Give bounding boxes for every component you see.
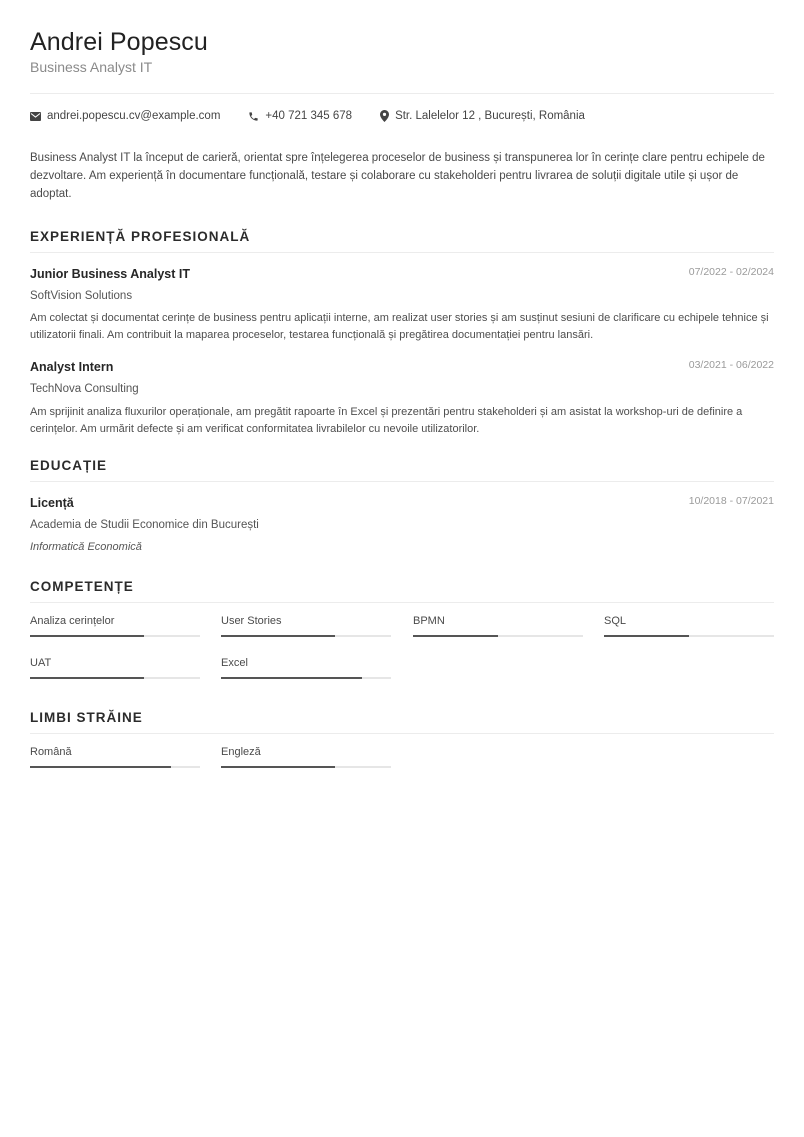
skill-label: UAT xyxy=(30,657,52,669)
company-name: TechNova Consulting xyxy=(30,383,139,395)
skill-level-bar xyxy=(413,635,583,637)
language-item xyxy=(221,746,391,768)
skill-label: BPMN xyxy=(413,615,445,627)
email-text: andrei.popescu.cv@example.com xyxy=(47,110,221,122)
language-level-bar xyxy=(30,766,200,768)
skill-level-fill xyxy=(30,677,144,679)
school-name: Academia de Studii Economice din București xyxy=(30,519,259,531)
job-description: Am colectat și documentat cerințe de business pentru aplicații interne, am realizat user stories și am susținut sesiuni de clarificare cu echipele tehnice și utilizatorii finali. Am contribuit la maparea proceselor, testarea funcțională și pregătirea documentației pentru lansări. xyxy=(30,312,769,341)
contact-address xyxy=(380,110,585,122)
skill-item xyxy=(413,615,583,637)
skill-label: Excel xyxy=(221,657,248,669)
skill-label: Analiza cerințelor xyxy=(30,615,115,627)
candidate-name: Andrei Popescu xyxy=(30,28,208,56)
language-item xyxy=(30,746,200,768)
language-label: Română xyxy=(30,746,72,758)
skill-level-fill xyxy=(413,635,498,637)
section-title-skills: COMPETENȚE xyxy=(30,579,134,594)
job-title: Junior Business Analyst IT xyxy=(30,267,190,281)
company-name: SoftVision Solutions xyxy=(30,290,133,302)
skill-level-fill xyxy=(221,677,362,679)
address-text: Str. Lalelelor 12 , București, România xyxy=(395,110,585,122)
job-title: Analyst Intern xyxy=(30,360,114,374)
section-divider xyxy=(30,733,774,734)
skill-level-bar xyxy=(604,635,774,637)
skill-label: User Stories xyxy=(221,615,282,627)
skill-level-bar xyxy=(30,635,200,637)
skill-item xyxy=(221,657,391,679)
skill-item xyxy=(30,657,200,679)
section-divider xyxy=(30,602,774,603)
candidate-role: Business Analyst IT xyxy=(30,59,153,75)
skill-level-fill xyxy=(221,635,335,637)
language-level-fill xyxy=(30,766,171,768)
language-level-bar xyxy=(221,766,391,768)
header-divider xyxy=(30,93,774,94)
job-dates: 03/2021 - 06/2022 xyxy=(688,359,774,371)
job-description: Am sprijinit analiza fluxurilor operaționale, am pregătit rapoarte în Excel și prezentări pentru stakeholderi și am asistat la workshop-uri de definire a cerințelor. Am urmărit defecte și am verificat conformitatea livrabilelor cu nevoile utilizatorilor. xyxy=(30,406,743,435)
skill-item xyxy=(30,615,200,637)
contact-phone[interactable] xyxy=(248,110,352,122)
profile-summary: Business Analyst IT la început de carieră, orientat spre înțelegerea proceselor de business și transpunerea lor în cerințe clare pentru echipele de dezvoltare. Am experiență în documentare funcțională, testare și colaborare cu stakeholderi pentru livrarea de soluții digitale utile și ușor de adoptat. xyxy=(30,152,765,200)
specialization: Informatică Economică xyxy=(30,541,142,553)
map-pin-icon xyxy=(380,110,389,122)
contact-row xyxy=(30,110,613,122)
skill-item xyxy=(604,615,774,637)
skill-label: SQL xyxy=(604,615,627,627)
job-dates: 07/2022 - 02/2024 xyxy=(688,266,774,278)
language-label: Engleză xyxy=(221,746,261,758)
section-divider xyxy=(30,252,774,253)
skill-level-bar xyxy=(30,677,200,679)
language-level-fill xyxy=(221,766,335,768)
section-divider xyxy=(30,481,774,482)
skill-item xyxy=(221,615,391,637)
phone-icon xyxy=(248,111,259,122)
section-title-languages: LIMBI STRĂINE xyxy=(30,710,143,725)
skill-level-fill xyxy=(604,635,689,637)
skill-level-bar xyxy=(221,635,391,637)
section-title-experience: EXPERIENȚĂ PROFESIONALĂ xyxy=(30,229,251,244)
degree-title: Licență xyxy=(30,496,74,510)
section-title-education: EDUCAȚIE xyxy=(30,458,108,473)
phone-text: +40 721 345 678 xyxy=(265,110,353,122)
mail-icon xyxy=(30,112,41,121)
education-dates: 10/2018 - 07/2021 xyxy=(688,495,774,507)
contact-email[interactable] xyxy=(30,110,220,122)
skill-level-bar xyxy=(221,677,391,679)
skill-level-fill xyxy=(30,635,144,637)
